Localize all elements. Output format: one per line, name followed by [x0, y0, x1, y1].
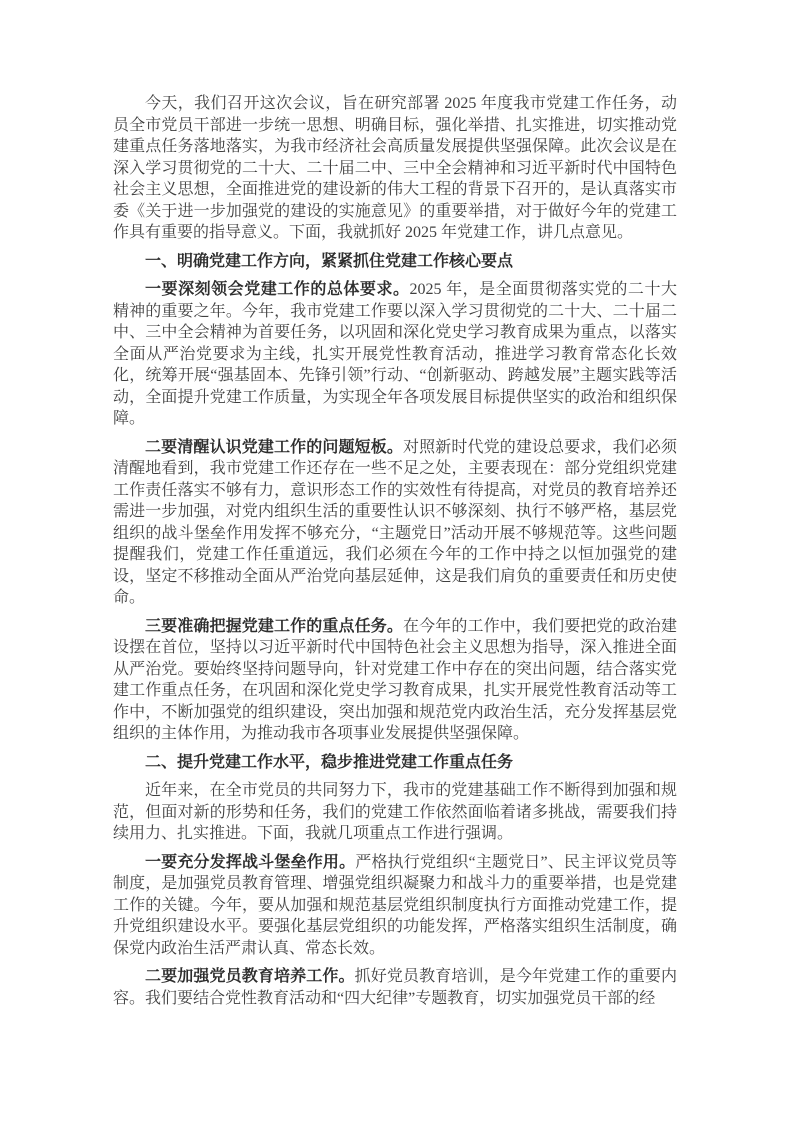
paragraph-lead-emphasis: 一要充分发挥战斗堡垒作用。: [145, 853, 356, 871]
paragraph-text: 今天，我们召开这次会议，旨在研究部署 2025 年度我市党建工作任务，动员全市党员干部进一步统一思想、明确目标，强化举措、扎实推进，切实推动党建重点任务落地落实，为我市经济社会高质量发展提供坚强保障。此次会议是在深入学习贯彻党的二十大、二十届二中、三中全会精神和习近平新时代中国特色社会主义思想，全面推进党的建设新的伟大工程的背景下召开的，是认真落实市委《关于进一步加强党的建设的实施意见》的重要举措，对于做好今年的党建工作具有重要的指导意义。下面，我就抓好 2025 年党建工作，讲几点意见。: [113, 95, 677, 241]
paragraph-lead-emphasis: 一要深刻领会党建工作的总体要求。: [145, 281, 410, 298]
paragraph-text: 严格执行党组织“主题党日”、民主评议党员等制度，是加强党员教育管理、增强党组织凝聚力和战斗力的重要举措，也是党建工作的关键。今年，要从加强和规范基层党组织制度执行方面推动党建工作，提升党组织建设水平。要强化基层党组织的功能发挥，严格落实组织生活制度，确保党内政治生活严肃认真、常态长效。: [113, 853, 677, 957]
paragraph-text: 对照新时代党的建设总要求，我们必须清醒地看到，我市党建工作还存在一些不足之处，主要表现在：部分党组织党建工作责任落实不够有力，意识形态工作的实效性有待提高，对党员的教育培养还需进一步加强，对党内组织生活的重要性认识不够深刻、执行不够严格，基层党组织的战斗堡垒作用发挥不够充分，“主题党日”活动开展不够规范等。这些问题提醒我们，党建工作任重道远，我们必须在今年的工作中持之以恒加强党的建设，坚定不移推动全面从严治党向基层延伸，这是我们肩负的重要责任和历史使命。: [113, 438, 677, 606]
body-paragraph: [113, 93, 677, 244]
section-heading: [113, 251, 677, 273]
body-paragraph: [113, 966, 677, 1009]
document-body: [113, 93, 677, 1016]
paragraph-text: 近年来，在全市党员的共同努力下，我市的党建基础工作不断得到加强和规范，但面对新的形势和任务，我们的党建工作依然面临着诸多挑战，需要我们持续用力、扎实推进。下面，我就几项重点工作进行强调。: [113, 782, 677, 842]
paragraph-text: 在今年的工作中，我们要把党的政治建设摆在首位，坚持以习近平新时代中国特色社会主义思想为指导，深入推进全面从严治党。要始终坚持问题导向，针对党建工作中存在的突出问题，结合落实党建工作重点任务，在巩固和深化党史学习教育成果，扎实开展党性教育活动等工作中，不断加强党的组织建设，突出加强和规范党内政治生活，充分发挥基层党组织的主体作用，为推动我市各项事业发展提供坚强保障。: [113, 617, 677, 742]
section-heading-text: 二、提升党建工作水平，稳步推进党建工作重点任务: [145, 753, 514, 771]
paragraph-lead-emphasis: 二要清醒认识党建工作的问题短板。: [145, 438, 403, 456]
body-paragraph: [113, 780, 677, 845]
paragraph-lead-emphasis: 三要准确把握党建工作的重点任务。: [145, 617, 403, 635]
paragraph-lead-emphasis: 二要加强党员教育培养工作。: [145, 968, 355, 985]
body-paragraph: [113, 616, 677, 745]
paragraph-text: 抓好党员教育培训，是今年党建工作的重要内容。我们要结合党性教育活动和“四大纪律”专题教育，切实加强党员干部的经: [113, 968, 677, 1007]
paragraph-text: 2025 年，是全面贯彻落实党的二十大精神的重要之年。今年，我市党建工作要以深入学习贯彻党的二十大、二十届二中、三中全会精神为首要任务，以巩固和深化党史学习教育成果为重点，以落实全面从严治党要求为主线，扎实开展党性教育活动，推进学习教育常态化长效化，统筹开展“强基固本、先锋引领”行动、“创新驱动、跨越发展”主题实践等活动，全面提升党建工作质量，为实现全年各项发展目标提供坚实的政治和组织保障。: [113, 281, 677, 427]
section-heading-text: 一、明确党建工作方向，紧紧抓住党建工作核心要点: [145, 252, 514, 270]
body-paragraph: [113, 852, 677, 960]
body-paragraph: [113, 437, 677, 609]
body-paragraph: [113, 279, 677, 430]
section-heading: [113, 752, 677, 774]
